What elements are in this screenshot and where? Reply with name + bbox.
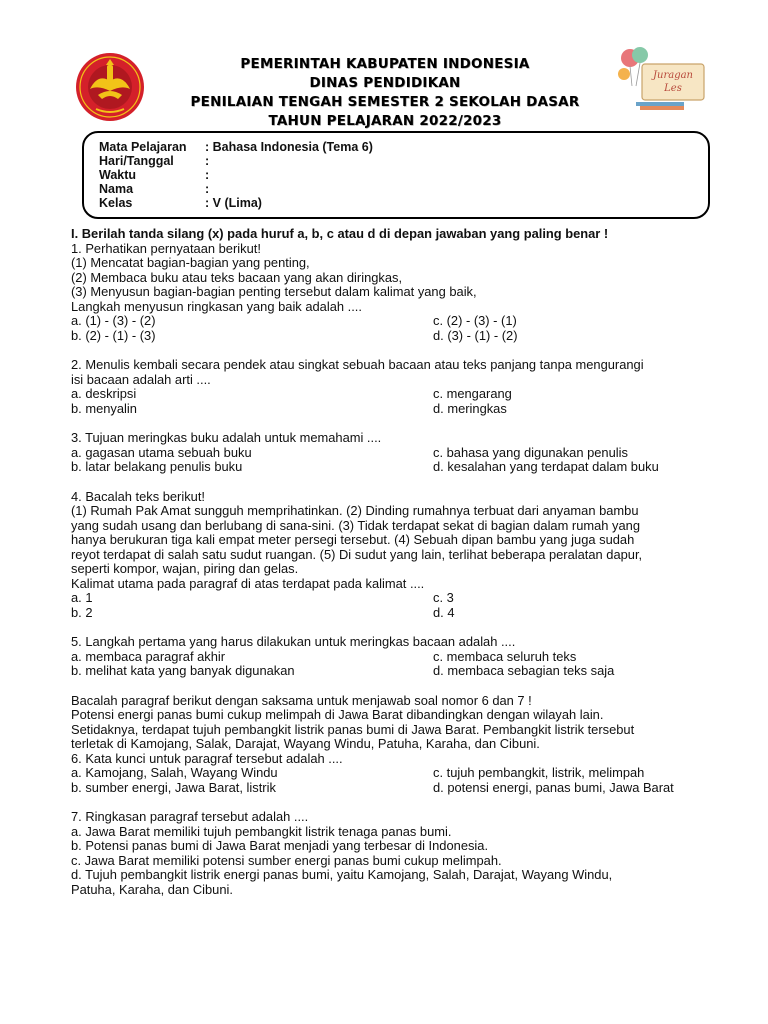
juragan-text: Juragan: [653, 70, 693, 81]
question-text: 2. Menulis kembali secara pendek atau singkat sebuah bacaan atau teks panjang tanpa mengurangi: [71, 357, 644, 372]
header-line-4: TAHUN PELAJARAN 2022/2023: [268, 114, 502, 129]
question-text: seperti kompor, wajan, piring dan gelas.: [71, 561, 299, 576]
option-a: a. Jawa Barat memiliki tujuh pembangkit listrik tenaga panas bumi.: [71, 823, 452, 839]
option-c: c. tujuh pembangkit, listrik, melimpah: [433, 765, 645, 780]
question-3: [71, 431, 711, 475]
questions-content: [71, 227, 711, 897]
passage-text: terletak di Kamojang, Salak, Darajat, Wayang Windu, Patuha, Karaha, dan Cibuni.: [71, 736, 540, 751]
option-a: a. membaca paragraf akhir: [71, 648, 226, 664]
question-text: isi bacaan adalah arti ....: [71, 371, 211, 387]
question-text: reyot terdapat di salah satu sudut ruangan. (5) Di sudut yang lain, terlihat beberapa peralatan dapur,: [71, 546, 643, 562]
question-text: 5. Langkah pertama yang harus dilakukan untuk meringkas bacaan adalah ....: [71, 634, 516, 649]
option-d: d. membaca sebagian teks saja: [433, 663, 615, 678]
info-label: Kelas: [99, 196, 133, 210]
passage-text: Potensi energi panas bumi cukup melimpah di Jawa Barat dibandingkan dengan wilayah lain.: [71, 707, 604, 722]
option-b: b. 2: [71, 604, 93, 620]
option-a: a. (1) - (3) - (2): [71, 313, 156, 328]
option-c: c. Jawa Barat memiliki potensi sumber energi panas bumi cukup melimpah.: [71, 852, 502, 868]
header-line-1: PEMERINTAH KABUPATEN INDONESIA: [240, 57, 530, 72]
question-text: Langkah menyusun ringkasan yang baik adalah ....: [71, 298, 362, 314]
question-7: [71, 810, 711, 897]
identity-box: [82, 131, 710, 219]
option-d: d. 4: [433, 604, 455, 620]
question-text: (1) Rumah Pak Amat sungguh memprihatinkan. (2) Dinding rumahnya terbuat dari anyaman bambu: [71, 503, 639, 518]
question-text: hanya berukuran tiga kali empat meter persegi tersebut. (4) Sebuah dipan bambu yang juga sudah: [71, 532, 635, 547]
option-b: b. melihat kata yang banyak digunakan: [71, 663, 295, 678]
option-d: d. meringkas: [433, 400, 507, 416]
passage-text: Bacalah paragraf berikut dengan saksama untuk menjawab soal nomor 6 dan 7 !: [71, 692, 532, 708]
info-value: : Bahasa Indonesia (Tema 6): [205, 140, 373, 154]
info-label: Nama: [99, 182, 134, 196]
question-5: [71, 635, 711, 679]
question-text: 3. Tujuan meringkas buku adalah untuk memahami ....: [71, 430, 382, 445]
question-1: [71, 242, 711, 344]
question-text: 4. Bacalah teks berikut!: [71, 488, 205, 504]
option-a: a. gagasan utama sebuah buku: [71, 444, 252, 460]
option-a: a. 1: [71, 590, 93, 605]
question-6: [71, 752, 711, 796]
question-text: Kalimat utama pada paragraf di atas terdapat pada kalimat ....: [71, 575, 425, 591]
info-label: Hari/Tanggal: [99, 154, 174, 168]
option-b: b. sumber energi, Jawa Barat, listrik: [71, 779, 276, 795]
tut-wuri-handayani-logo: [68, 51, 152, 123]
section-instruction: I. Berilah tanda silang (x) pada huruf a, b, c atau d di depan jawaban yang paling benar !: [71, 226, 609, 241]
info-value: : V (Lima): [205, 196, 262, 210]
question-text: 7. Ringkasan paragraf tersebut adalah ....: [71, 809, 309, 824]
question-text: 1. Perhatikan pernyataan berikut!: [71, 240, 261, 256]
header-title: [150, 55, 620, 131]
juragan-les-logo: [612, 46, 712, 112]
info-value: :: [205, 168, 210, 182]
info-label: Waktu: [99, 168, 137, 182]
question-text: (2) Membaca buku atau teks bacaan yang akan diringkas,: [71, 269, 403, 285]
option-c: c. mengarang: [433, 386, 512, 401]
question-text: (3) Menyusun bagian-bagian penting tersebut dalam kalimat yang baik,: [71, 284, 477, 299]
question-2: [71, 358, 711, 416]
info-label: Mata Pelajaran: [99, 140, 187, 154]
option-b: b. Potensi panas bumi di Jawa Barat menjadi yang terbesar di Indonesia.: [71, 838, 489, 853]
passage-text: Setidaknya, terdapat tujuh pembangkit listrik panas bumi di Jawa Barat. Pembangkit listrik tersebut: [71, 721, 635, 737]
option-d: d. Tujuh pembangkit listrik energi panas bumi, yaitu Kamojang, Salah, Darajat, Wayang Windu,: [71, 867, 613, 882]
question-text: yang sudah usang dan berlubang di sana-sini. (3) Tidak terdapat sekat di bagian dalam rumah yang: [71, 517, 640, 533]
option-d: d. kesalahan yang terdapat dalam buku: [433, 459, 659, 474]
option-d: d. (3) - (1) - (2): [433, 327, 518, 343]
option-c: c. 3: [433, 590, 454, 605]
option-b: b. latar belakang penulis buku: [71, 459, 243, 474]
info-value: :: [205, 182, 210, 196]
question-text: (1) Mencatat bagian-bagian yang penting,: [71, 255, 310, 270]
reading-passage: [71, 694, 711, 752]
option-a: a. deskripsi: [71, 386, 137, 401]
les-text: Les: [664, 83, 682, 94]
option-d: d. potensi energi, panas bumi, Jawa Barat: [433, 779, 674, 795]
info-value: :: [205, 154, 210, 168]
option-b: b. (2) - (1) - (3): [71, 327, 156, 343]
header-line-2: DINAS PENDIDIKAN: [309, 76, 461, 91]
question-4: [71, 490, 711, 621]
option-c: c. (2) - (3) - (1): [433, 313, 517, 328]
option-c: c. membaca seluruh teks: [433, 648, 577, 664]
option-b: b. menyalin: [71, 400, 137, 416]
question-text: 6. Kata kunci untuk paragraf tersebut adalah ....: [71, 750, 343, 766]
header-line-3: PENILAIAN TENGAH SEMESTER 2 SEKOLAH DASAR: [190, 95, 580, 110]
option-c: c. bahasa yang digunakan penulis: [433, 444, 628, 460]
option-d-continued: Patuha, Karaha, dan Cibuni.: [71, 881, 233, 897]
option-a: a. Kamojang, Salah, Wayang Windu: [71, 765, 278, 780]
